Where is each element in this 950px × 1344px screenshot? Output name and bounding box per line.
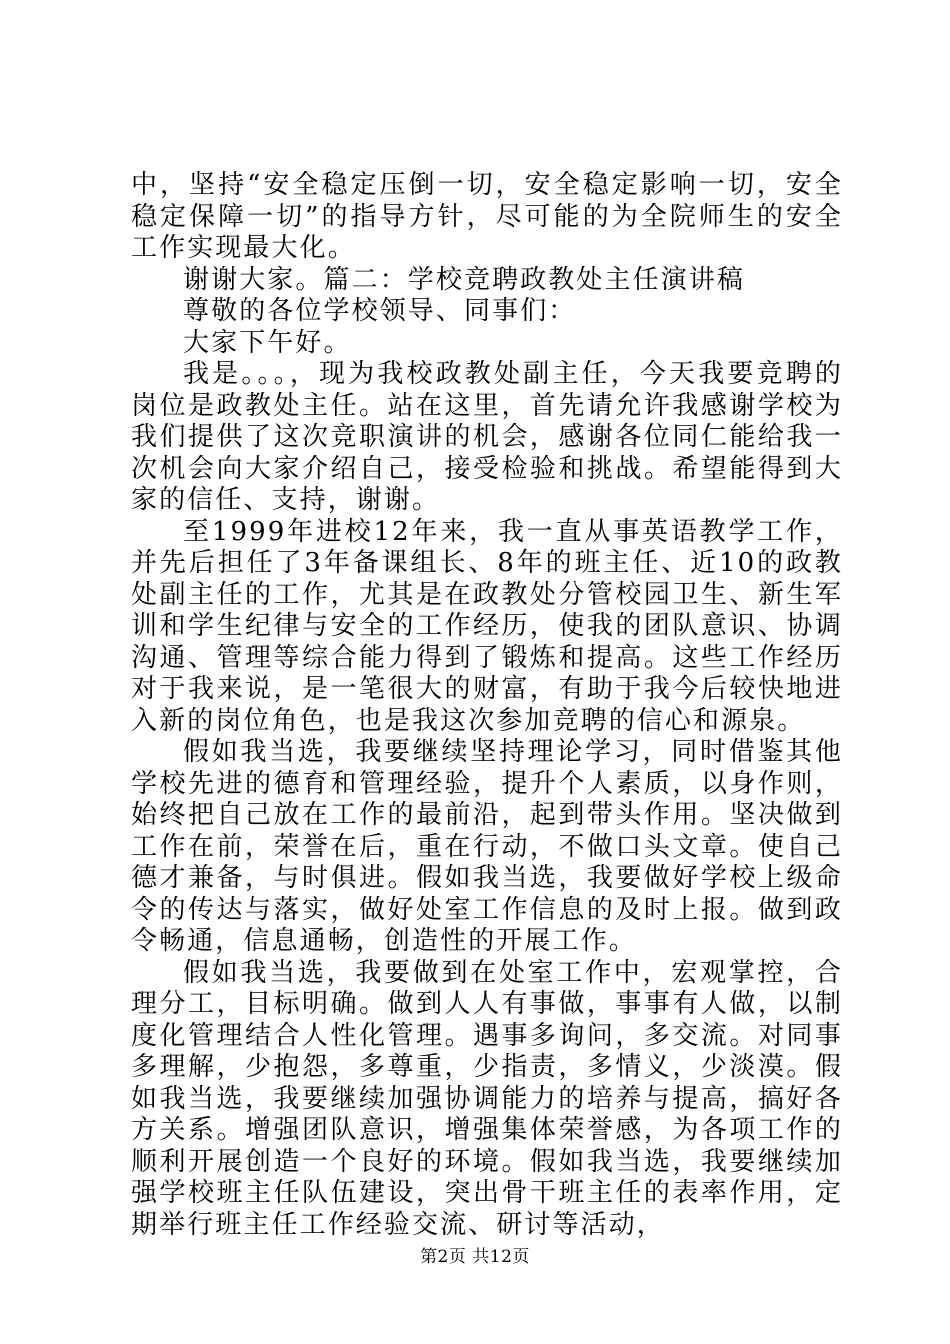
paragraph-thanks-and-title: 谢谢大家。篇二：学校竞聘政教处主任演讲稿: [183, 264, 746, 295]
document-body: [131, 170, 843, 1241]
paragraph-experience: 至1999年进校12年来，我一直从事英语教学工作，并先后担任了3年备课组长、8年的班主任、近10的政教处副主任的工作，尤其是在政教处分管校园卫生、新生军训和学生纪律与安全的工作经历，使我的团队意识、协调沟通、管理等综合能力得到了锻炼和提高。这些工作经历对于我来说，是一笔很大的财富，有助于我今后较快地进入新的岗位角色，也是我这次参加竞聘的信心和源泉。: [131, 516, 843, 736]
paragraph-plan-1: 假如我当选，我要继续坚持理论学习，同时借鉴其他学校先进的德育和管理经验，提升个人素质，以身作则，始终把自己放在工作的最前沿，起到带头作用。坚决做到工作在前，荣誉在后，重在行动，不做口头文章。使自己德才兼备，与时俱进。假如我当选，我要做好学校上级命令的传达与落实，做好处室工作信息的及时上报。做到政令畅通，信息通畅，创造性的开展工作。: [131, 737, 843, 956]
page-number-footer: 第2页 共12页: [420, 1247, 530, 1267]
paragraph-plan-2: 假如我当选，我要做到在处室工作中，宏观掌控，合理分工，目标明确。做到人人有事做，事事有人做，以制度化管理结合人性化管理。遇事多询问，多交流。对同事多理解，少抱怨，多尊重，少指责，多情义，少淡漠。假如我当选，我要继续加强协调能力的培养与提高，搞好各方关系。增强团队意识，增强集体荣誉感，为各项工作的顺利开展创造一个良好的环境。假如我当选，我要继续加强学校班主任队伍建设，突出骨干班主任的表率作用，定期举行班主任工作经验交流、研讨等活动，: [131, 957, 843, 1240]
paragraph-continuation: 中，坚持“安全稳定压倒一切，安全稳定影响一切，安全稳定保障一切”的指导方针，尽可能的为全院师生的安全工作实现最大化。: [131, 170, 843, 263]
paragraph-greeting: 大家下午好。: [183, 327, 352, 358]
paragraph-salutation: 尊敬的各位学校领导、同事们：: [183, 296, 577, 326]
paragraph-introduction: 我是。。。，现为我校政教处副主任，今天我要竞聘的岗位是政教处主任。站在这里，首先请允许我感谢学校为我们提供了这次竞职演讲的机会，感谢各位同仁能给我一次机会向大家介绍自己，接受检验和挑战。希望能得到大家的信任、支持，谢谢。: [131, 359, 843, 515]
